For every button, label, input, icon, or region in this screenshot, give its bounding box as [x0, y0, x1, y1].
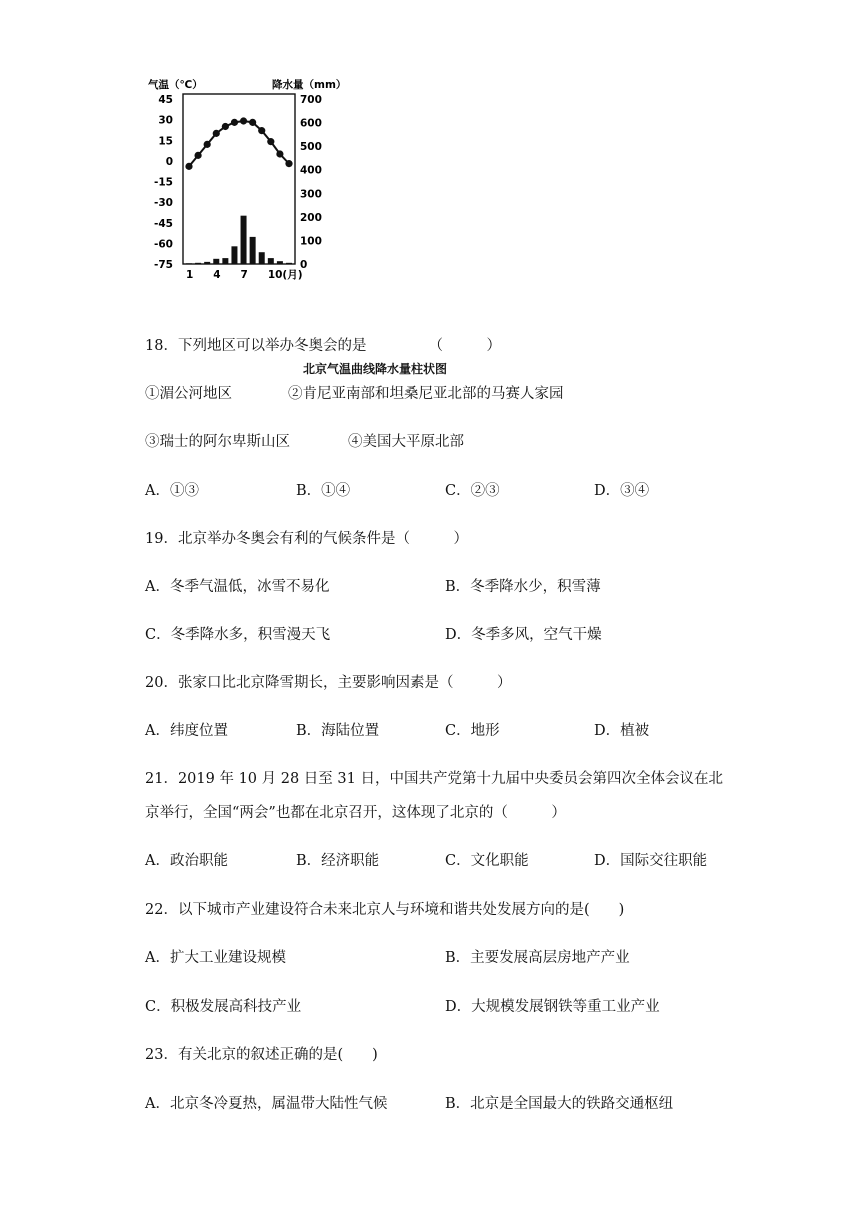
- question-21-stem-line2: 京举行，全国“两会”也都在北京召开，这体现了北京的（ ）: [145, 805, 566, 821]
- temperature-point: [194, 152, 201, 159]
- q22-option-a[interactable]: A．扩大工业建设规模: [145, 950, 286, 966]
- right-tick-label: 400: [300, 164, 322, 177]
- left-tick-label: -15: [154, 176, 173, 189]
- temperature-point: [276, 150, 283, 157]
- question-18-items-row1: [145, 384, 232, 404]
- precipitation-bar: [277, 261, 283, 264]
- question-22-stem: 22．以下城市产业建设符合未来北京人与环境和谐共处发展方向的是( ): [145, 902, 625, 918]
- left-tick-label: 30: [158, 114, 173, 127]
- precipitation-bar: [222, 258, 228, 264]
- q19-option-c[interactable]: C．冬季降水多，积雪漫天飞: [145, 627, 331, 643]
- temperature-point: [231, 119, 238, 126]
- temperature-point: [213, 130, 220, 137]
- precipitation-bar: [231, 246, 237, 264]
- chart-title: 北京气温曲线降水量柱状图: [303, 362, 448, 376]
- question-18-text: 18．下列地区可以举办冬奥会的是: [145, 338, 367, 354]
- left-tick-label: -75: [154, 259, 173, 271]
- q22-option-c[interactable]: C．积极发展高科技产业: [145, 999, 302, 1015]
- temperature-point: [240, 117, 247, 124]
- q19-option-b[interactable]: B．冬季降水少，积雪薄: [445, 579, 601, 595]
- left-tick-label: -60: [154, 238, 173, 251]
- left-tick-label: 15: [158, 135, 173, 148]
- q20-option-a[interactable]: A．纬度位置: [145, 723, 228, 739]
- precipitation-bar: [268, 258, 274, 264]
- temperature-point: [222, 123, 229, 130]
- precipitation-bar: [195, 263, 201, 264]
- q21-option-c[interactable]: C．文化职能: [445, 853, 529, 869]
- item-4: ④美国大平原北部: [348, 434, 464, 450]
- q18-option-b[interactable]: B．①④: [296, 483, 351, 499]
- q18-option-d[interactable]: D．③④: [594, 483, 650, 499]
- q19-option-a[interactable]: A．冬季气温低，冰雪不易化: [145, 579, 330, 595]
- question-21-stem-line1: 21．2019 年 10 月 28 日至 31 日，中国共产党第十九届中央委员会第四次全体会议在北: [145, 771, 723, 787]
- q21-option-d[interactable]: D．国际交往职能: [594, 853, 708, 869]
- right-tick-label: 700: [300, 94, 322, 106]
- q19-option-d[interactable]: D．冬季多风，空气干燥: [445, 627, 602, 643]
- answer-blank: （ ）: [428, 338, 501, 354]
- left-tick-label: -30: [154, 197, 173, 210]
- q18-option-c[interactable]: C．②③: [445, 483, 500, 499]
- x-tick-label: 7: [240, 269, 248, 281]
- x-tick-label: 4: [213, 269, 221, 281]
- temperature-point: [285, 160, 292, 167]
- right-tick-label: 300: [300, 188, 322, 201]
- item-1: ①湄公河地区: [145, 386, 232, 402]
- question-20-stem: 20．张家口比北京降雪期长，主要影响因素是（ ）: [145, 675, 512, 691]
- q23-option-a[interactable]: A．北京冬冷夏热，属温带大陆性气候: [145, 1096, 388, 1112]
- precipitation-bar: [204, 262, 210, 264]
- question-18-stem: [145, 336, 501, 356]
- q23-option-b[interactable]: B．北京是全国最大的铁路交通枢纽: [445, 1096, 674, 1112]
- right-axis-label: 降水量（mm）: [272, 79, 347, 91]
- temperature-point: [258, 127, 265, 134]
- climate-chart-svg: [140, 72, 350, 287]
- precipitation-bar: [241, 216, 247, 264]
- precipitation-bar: [213, 259, 219, 264]
- q22-option-d[interactable]: D．大规模发展钢铁等重工业产业: [445, 999, 660, 1015]
- left-axis-label: 气温（℃）: [148, 79, 203, 91]
- temperature-point: [267, 138, 274, 145]
- right-tick-label: 600: [300, 117, 322, 130]
- question-23-stem: 23．有关北京的叙述正确的是( ): [145, 1047, 378, 1063]
- q20-option-d[interactable]: D．植被: [594, 723, 650, 739]
- x-tick-label: 1: [186, 269, 194, 281]
- left-tick-label: 45: [158, 94, 173, 106]
- temperature-point: [185, 163, 192, 170]
- precipitation-bar: [250, 237, 256, 264]
- right-tick-label: 100: [300, 235, 322, 248]
- temperature-point: [249, 119, 256, 126]
- x-tick-label: 10(月): [267, 269, 303, 281]
- q20-option-b[interactable]: B．海陆位置: [296, 723, 380, 739]
- q22-option-b[interactable]: B．主要发展高层房地产产业: [445, 950, 630, 966]
- q20-option-c[interactable]: C．地形: [445, 723, 500, 739]
- item-2: ②肯尼亚南部和坦桑尼亚北部的马赛人家园: [288, 386, 564, 402]
- q21-option-a[interactable]: A．政治职能: [145, 853, 228, 869]
- q18-option-a[interactable]: A．①③: [145, 483, 199, 499]
- left-tick-label: -45: [154, 217, 173, 230]
- right-tick-label: 0: [300, 259, 308, 271]
- item-3: ③瑞士的阿尔卑斯山区: [145, 434, 290, 450]
- plot-frame: [183, 94, 295, 264]
- left-tick-label: 0: [165, 155, 173, 168]
- q21-option-b[interactable]: B．经济职能: [296, 853, 380, 869]
- question-19-stem: 19．北京举办冬奥会有利的气候条件是（ ）: [145, 531, 468, 547]
- precipitation-bar: [286, 263, 292, 264]
- right-tick-label: 500: [300, 141, 322, 154]
- precipitation-bar: [259, 252, 265, 264]
- right-tick-label: 200: [300, 211, 322, 224]
- temperature-point: [204, 141, 211, 148]
- precipitation-bar: [186, 263, 192, 264]
